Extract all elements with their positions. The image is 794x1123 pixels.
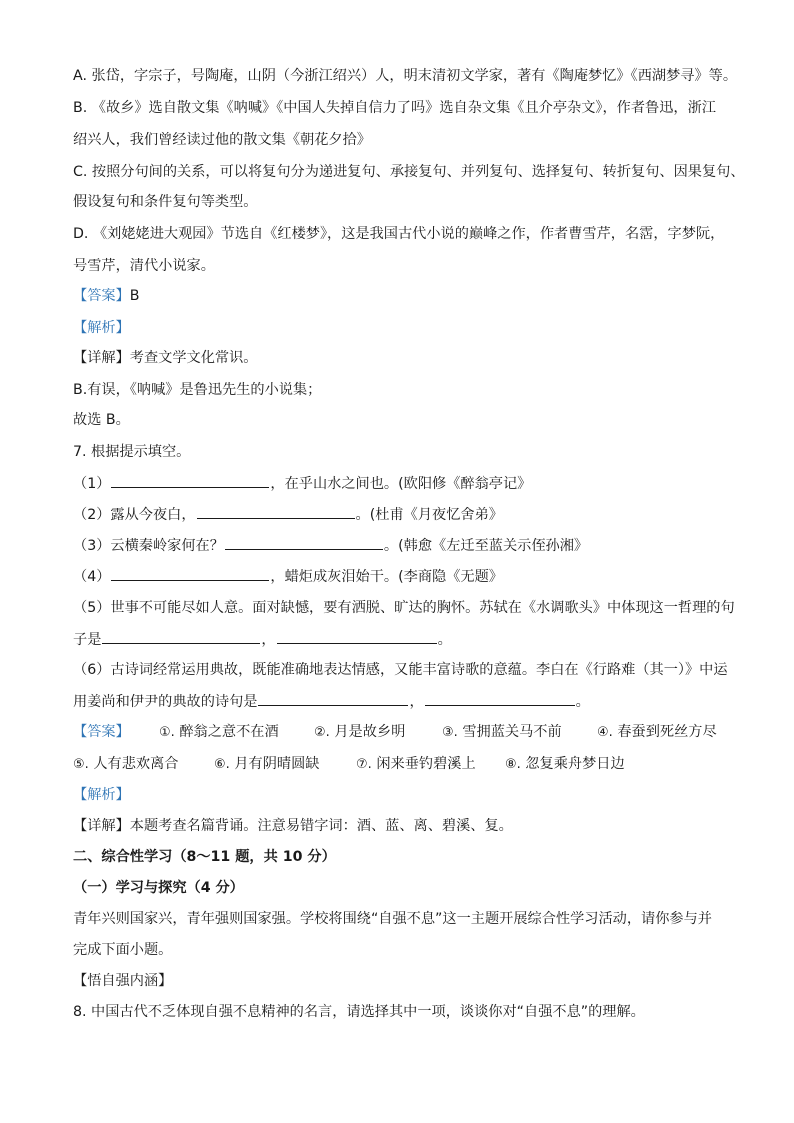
answer-item: ⑦. 闲来垂钓碧溪上 <box>356 756 476 772</box>
answer-label: 【答案】 <box>73 288 130 304</box>
separator: ， <box>409 694 424 710</box>
end-mark: 。 <box>575 694 590 710</box>
q8-stem: 8. 中国古代不乏体现自强不息精神的名言，请选择其中一项，谈谈你对“自强不息”的理解。 <box>73 1004 645 1020</box>
q6-detail-line3: 故选 B。 <box>73 412 130 428</box>
q6-analysis-label: 【解析】 <box>73 320 130 336</box>
q6-answer <box>73 286 734 306</box>
answer-item: ②. 月是故乡明 <box>314 724 406 740</box>
q7-answer-row1 <box>73 722 734 742</box>
answer-item: ④. 春蚕到死丝方尽 <box>597 724 717 740</box>
q6-detail-line2: B.有误，《呐喊》是鲁迅先生的小说集； <box>73 382 322 398</box>
option-b-line1: B. 《故乡》选自散文集《呐喊》《中国人失掉自信力了吗》选自杂文集《且介亭杂文》，作者鲁迅，浙江 <box>73 100 716 116</box>
option-d-line1: D. 《刘姥姥进大观园》节选自《红楼梦》，这是我国古代小说的巅峰之作，作者曹雪芹，名霑，字梦阮， <box>73 226 725 242</box>
item-text: ，蜡炬成灰泪始干。(李商隐《无题》 <box>270 569 503 585</box>
answer-item: ⑥. 月有阴晴圆缺 <box>214 756 320 772</box>
q7-item-6-line2 <box>73 691 734 712</box>
q7-detail <box>73 816 734 836</box>
blank-line[interactable] <box>111 473 269 488</box>
item-number: （2） <box>73 507 111 523</box>
q7-item-3 <box>73 535 734 556</box>
item-prefix: 用姜尚和伊尹的典故的诗句是 <box>73 694 258 710</box>
option-b-line2: 绍兴人，我们曾经读过他的散文集《朝花夕拾》 <box>73 132 371 148</box>
blank-line[interactable] <box>111 566 269 581</box>
detail-label: 【详解】 <box>73 818 130 834</box>
item-text: 。(韩愈《左迁至蓝关示侄孙湘》 <box>383 538 589 554</box>
answer-item: ①. 醉翁之意不在酒 <box>159 724 279 740</box>
answer-item: ⑤. 人有悲欢离合 <box>73 756 179 772</box>
item-number: （3） <box>73 538 111 554</box>
answer-label: 【答案】 <box>73 724 130 740</box>
blank-line[interactable] <box>258 691 408 706</box>
item-prefix: 露从今夜白， <box>110 507 196 523</box>
option-c-line1: C. 按照分句间的关系，可以将复句分为递进复句、承接复句、并列复句、选择复句、转折复句、因果复句、 <box>73 164 745 180</box>
blank-line[interactable] <box>277 629 437 644</box>
option-d-line2: 号雪芹，清代小说家。 <box>73 258 215 274</box>
q7-item-5-line2 <box>73 629 734 650</box>
q7-analysis-label: 【解析】 <box>73 787 130 803</box>
option-a: A. 张岱，字宗子，号陶庵，山阴（今浙江绍兴）人，明末清初文学家，著有《陶庵梦忆》《西湖梦寻》等。 <box>73 68 738 84</box>
q7-item-2 <box>73 504 734 525</box>
answer-item: ⑧. 忽复乘舟梦日边 <box>505 756 625 772</box>
separator: ， <box>261 632 276 648</box>
item-text: ，在乎山水之间也。(欧阳修《醉翁亭记》 <box>270 476 532 492</box>
section-subheading: （一）学习与探究（4 分） <box>73 880 244 896</box>
option-c-line2: 假设复句和条件复句等类型。 <box>73 194 258 210</box>
q7-item-6-line1: （6）古诗词经常运用典故，既能准确地表达情感，又能丰富诗歌的意蕴。李白在《行路难（其一）》中运 <box>73 662 728 678</box>
section-heading: 二、综合性学习（8～11 题，共 10 分） <box>73 849 336 865</box>
item-number: （4） <box>73 569 111 585</box>
intro-line1: 青年兴则国家兴，青年强则国家强。学校将围绕“自强不息”这一主题开展综合性学习活动，请你参与并 <box>73 911 712 927</box>
blank-line[interactable] <box>225 535 383 550</box>
item-number: （1） <box>73 476 111 492</box>
item-prefix: 云横秦岭家何在？ <box>110 538 224 554</box>
part-label: 【悟自强内涵】 <box>73 973 173 989</box>
blank-line[interactable] <box>425 691 575 706</box>
q7-item-4 <box>73 566 734 587</box>
blank-line[interactable] <box>102 629 260 644</box>
detail-text: 本题考查名篇背诵。注意易错字词：酒、蓝、离、碧溪、复。 <box>129 818 513 834</box>
answer-value: B <box>129 288 140 304</box>
answer-item: ③. 雪拥蓝关马不前 <box>442 724 562 740</box>
q6-detail <box>73 348 734 368</box>
q7-item-5-line1: （5）世事不可能尽如人意。面对缺憾，要有洒脱、旷达的胸怀。苏轼在《水调歌头》中体现这一哲理的句 <box>73 600 735 616</box>
item-prefix: 子是 <box>73 632 102 648</box>
end-mark: 。 <box>437 632 452 648</box>
blank-line[interactable] <box>197 504 355 519</box>
intro-line2: 完成下面小题。 <box>73 942 173 958</box>
detail-label: 【详解】 <box>73 350 130 366</box>
q7-item-1 <box>73 473 734 494</box>
item-text: 。(杜甫《月夜忆舍弟》 <box>355 507 503 523</box>
q7-stem: 7. 根据提示填空。 <box>73 444 191 460</box>
detail-text: 考查文学文化常识。 <box>129 350 258 366</box>
